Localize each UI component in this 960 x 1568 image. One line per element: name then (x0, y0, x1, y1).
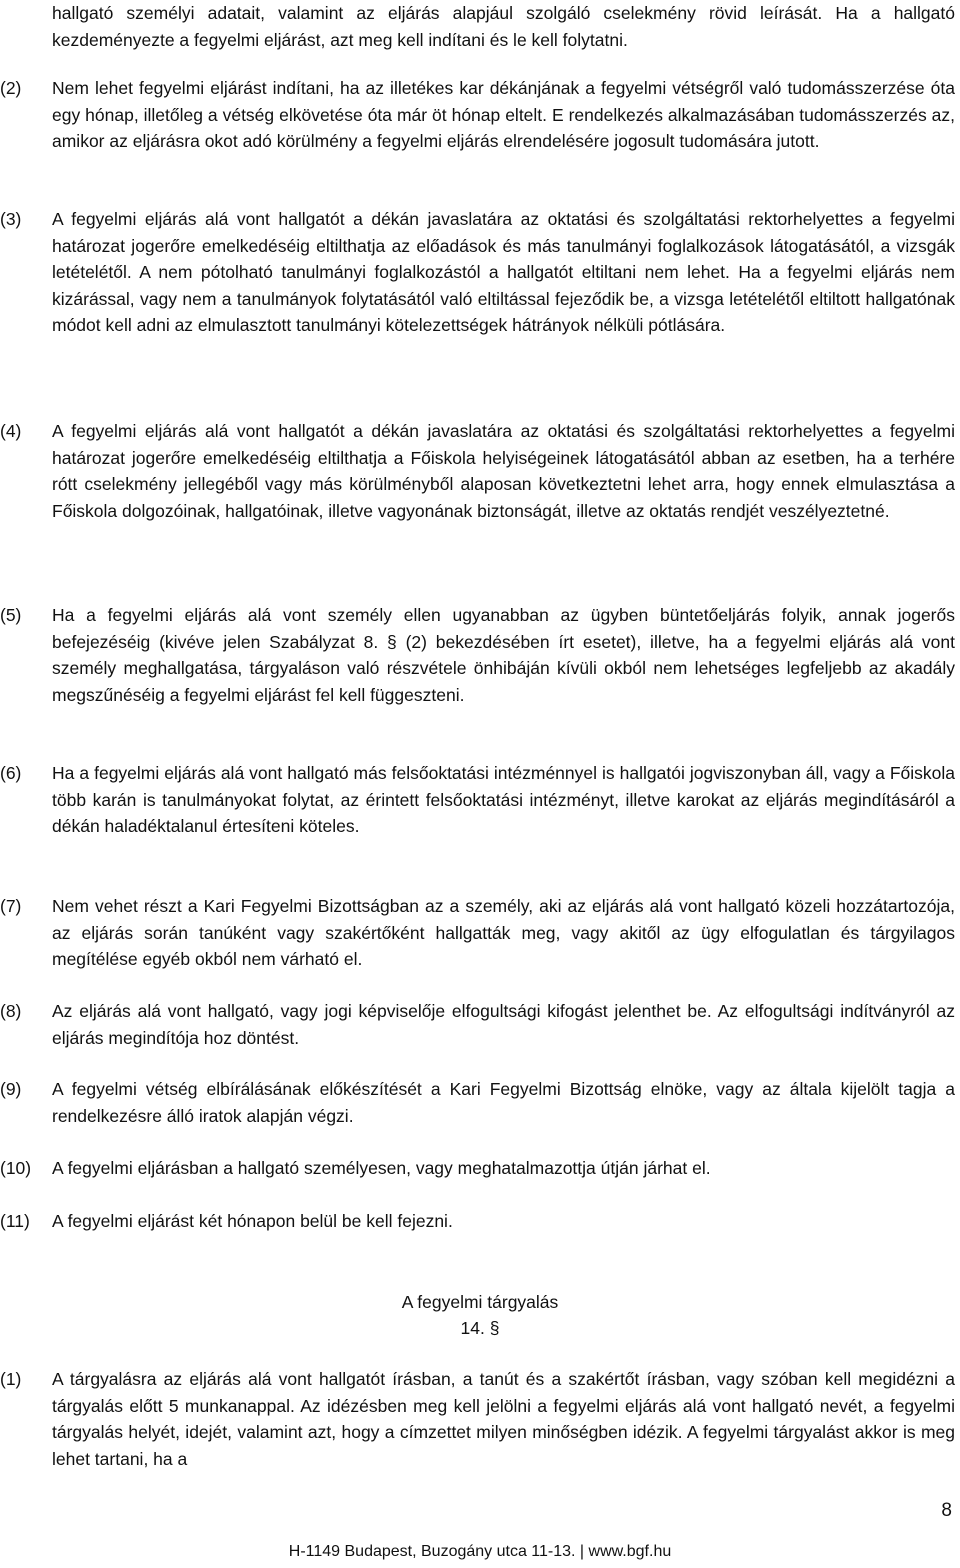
paragraph-7 (0, 893, 955, 978)
paragraph-9 (0, 1076, 955, 1132)
paragraph-number: (7) (0, 896, 22, 916)
paragraph-4 (0, 418, 955, 578)
intro-text: hallgató személyi adatait, valamint az eljárás alapjául szolgáló cselekmény rövid leírását. Ha a hallgató kezdeményezte a fegyelmi eljárást, azt meg kell indítani és le kell folytatni. (52, 3, 955, 50)
paragraph-2 (0, 75, 955, 185)
section-title: A fegyelmi tárgyalás (401, 1292, 559, 1312)
paragraph-3 (0, 206, 955, 396)
paragraph-10 (0, 1155, 955, 1185)
paragraph-number: (9) (0, 1079, 22, 1099)
paragraph-number: (6) (0, 763, 22, 783)
paragraph-6 (0, 760, 955, 870)
paragraph-number: (1) (0, 1369, 22, 1389)
paragraph-number: (5) (0, 605, 22, 625)
paragraph-number: (4) (0, 421, 22, 441)
paragraph-text: Az eljárás alá vont hallgató, vagy jogi képviselője elfogultsági kifogást jelenthet be. Az elfogultsági indítványról az eljárás megindítója hoz döntést. (52, 1001, 955, 1048)
paragraph-text: Nem vehet részt a Kari Fegyelmi Bizottságban az a személy, aki az eljárás alá vont hallgató közeli hozzátartozója, az eljárás során tanúként vagy szakértőként hallgatták meg, vagy akitől az ügy elfogulatlan és tárgyilagos megítélése egyéb okból nem várható el. (52, 896, 955, 969)
paragraph-text: A fegyelmi eljárás alá vont hallgatót a dékán javaslatára az oktatási és szolgáltatási rektorhelyettes a fegyelmi határozat jogerőre emelkedéséig eltilthatja az előadások és más tanulmányi foglalkozások látogatásától, a vizsgák letételétől. A nem pótolható tanulmányi foglalkozástól a hallgatót eltiltani nem lehet. Ha a fegyelmi eljárás nem kizárással, vagy nem a tanulmányok folytatásától való eltiltással fejeződik be, a vizsga letételétől eltiltott hallgatónak módot kell adni az elmulasztott tanulmányi kötelezettségek hátrányok nélküli pótlására. (52, 209, 955, 335)
paragraph-11 (0, 1208, 955, 1238)
paragraph-text: A fegyelmi eljárásban a hallgató személyesen, vagy meghatalmazottja útján járhat el. (52, 1158, 711, 1178)
paragraph-number: (8) (0, 1001, 22, 1021)
paragraph-number: (10) (0, 1158, 32, 1178)
paragraph-text: Nem lehet fegyelmi eljárást indítani, ha az illetékes kar dékánjának a fegyelmi vétségről való tudomásszerzése óta egy hónap, illetőleg a vétség elkövetése óta már öt hónap eltelt. E rendelkezés alkalmazásában tudomásszerzés az, amikor az eljárásra okot adó körülmény a fegyelmi eljárás elrendelésére jogosult tudomására jutott. (52, 78, 955, 151)
paragraph-text: Ha a fegyelmi eljárás alá vont hallgató más felsőoktatási intézménnyel is hallgatói jogviszonyban áll, vagy a Főiskola több karán is tanulmányokat folytat, az érintett felsőoktatási intézményt, illetve karokat az eljárás megindításáról a dékán haladéktalanul értesíteni köteles. (52, 763, 955, 836)
paragraph-text: A tárgyalásra az eljárás alá vont hallgatót írásban, a tanút és a szakértőt írásban, vagy szóban kell megidézni a tárgyalás előtt 5 munkanappal. Az idézésben meg kell jelölni a fegyelmi eljárás alá vont hallgató nevét, a fegyelmi tárgyalás helyét, idejét, valamint azt, hogy a címzettet milyen minőségben idézik. A fegyelmi tárgyalást akkor is meg lehet tartani, ha a (52, 1369, 955, 1469)
page-footer: H-1149 Budapest, Buzogány utca 11-13. | www.bgf.hu (288, 1543, 672, 1560)
paragraph-8 (0, 998, 955, 1054)
page-number: 8 (941, 1500, 952, 1521)
paragraph-5 (0, 602, 955, 737)
section-number: 14. § (460, 1318, 500, 1338)
paragraph-number: (11) (0, 1211, 30, 1231)
paragraph-14-1 (0, 1366, 955, 1476)
paragraph-number: (3) (0, 209, 22, 229)
paragraph-text: A fegyelmi vétség elbírálásának előkészítését a Kari Fegyelmi Bizottság elnöke, vagy az általa kijelölt tagja a rendelkezésre álló iratok alapján végzi. (52, 1079, 955, 1126)
paragraph-text: A fegyelmi eljárás alá vont hallgatót a dékán javaslatára az oktatási és szolgáltatási rektorhelyettes a fegyelmi határozat jogerőre emelkedéséig eltilthatja a Főiskola helyiségeinek látogatásától abban az esetben, ha a terhére rótt cselekmény jellegéből vagy más körülményből alaposan következtetni lehet arra, hogy ennek elmulasztása a Főiskola dolgozóinak, hallgatóinak, illetve vagyonának biztonságát, illetve az oktatás rendjét veszélyeztetné. (52, 421, 955, 521)
paragraph-text: A fegyelmi eljárást két hónapon belül be kell fejezni. (52, 1211, 453, 1231)
paragraph-text: Ha a fegyelmi eljárás alá vont személy ellen ugyanabban az ügyben büntetőeljárás folyik, annak jogerős befejezéséig (kivéve jelen Szabályzat 8. § (2) bekezdésében írt esetet), illetve, ha a fegyelmi eljárás alá vont személy meghallgatása, tárgyaláson való részvétele önhibáján kívüli okból nem lehetséges legfeljebb az akadály megszűnéséig a fegyelmi eljárást fel kell függeszteni. (52, 605, 955, 705)
paragraph-number: (2) (0, 78, 22, 98)
